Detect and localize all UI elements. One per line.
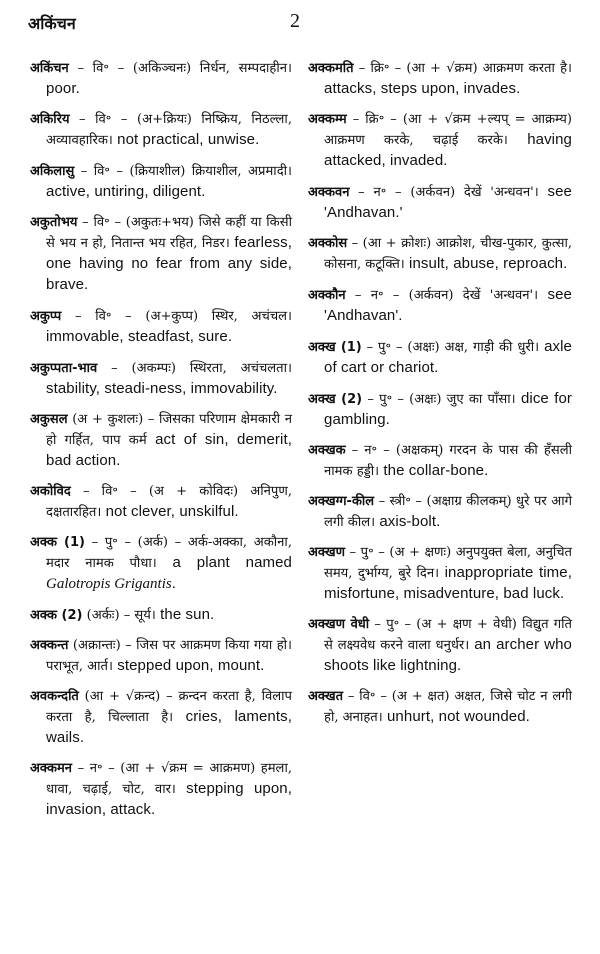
entry-english: a plant named: [156, 554, 293, 571]
entry-definition: – वि॰ – (अकुतः+भय) जिसे कहीं या किसी से भय न हो, नितान्त भय रहित, निडर।: [46, 215, 292, 251]
dictionary-entry: [30, 605, 292, 626]
dictionary-entry: [308, 687, 572, 728]
entry-english: stepping upon, invasion, attack.: [46, 780, 292, 818]
dictionary-entry: [30, 213, 292, 296]
entry-definition: (अर्कः) – सूर्य।: [82, 608, 156, 623]
entry-definition: – वि॰ – (अ+कुप्प) स्थिर, अचंचल।: [61, 309, 292, 324]
entry-english: cries, laments, wails.: [46, 708, 292, 746]
dictionary-entry: [30, 687, 292, 749]
entry-definition: – वि॰ – (अ+क्रियः) निष्क्रिय, निठल्ला, अव्यावहारिक।: [46, 112, 292, 148]
entry-english: not practical, unwise.: [112, 131, 260, 148]
entry-english: axis-bolt.: [375, 513, 441, 530]
dictionary-entry: [308, 389, 572, 431]
dictionary-entry: [308, 182, 572, 224]
dictionary-entry: [30, 58, 292, 100]
entry-definition: – वि॰ – (अकिञ्चनः) निर्धन, सम्पदाहीन।: [68, 61, 292, 76]
entry-headword: अवकन्दति: [30, 689, 79, 704]
entry-headword: अक्खण: [308, 545, 345, 560]
dictionary-entry: [308, 337, 572, 379]
dictionary-entry: [30, 306, 292, 348]
entry-english: attacks, steps upon, invades.: [324, 80, 521, 97]
entry-definition: – पु॰ – (अक्षः) अक्ष, गाड़ी की धुरी।: [361, 340, 540, 355]
entry-definition: – पु॰ – (अक्षः) जुए का पाँसा।: [362, 392, 516, 407]
entry-headword: अक्कमन: [30, 761, 72, 776]
dictionary-entry: [30, 161, 292, 203]
entry-headword: अकुतोभय: [30, 215, 78, 230]
dictionary-entry: [30, 636, 292, 677]
entry-definition: – न॰ – (अक्षकम्) गरदन के पास की हँसली नामक हड्डी।: [324, 443, 572, 479]
entry-definition: – न॰ – (अर्कवन) देखें 'अन्धवन'।: [349, 185, 539, 200]
entry-definition: – स्त्री॰ – (अक्षाग्र कीलकम्) धुरे पर आगे लगी कील।: [324, 494, 572, 530]
entry-english: act of sin, demerit, bad action.: [46, 431, 292, 469]
left-column: [30, 58, 292, 831]
dictionary-entry: [30, 358, 292, 400]
entry-headword: अक्कोस: [308, 236, 348, 251]
entry-headword: अक्खक: [308, 443, 346, 458]
entry-english: the sun.: [155, 606, 215, 623]
right-column: [308, 58, 572, 738]
dictionary-entry: [30, 759, 292, 821]
entry-english: see 'Andhavan'.: [324, 286, 572, 324]
entry-headword: अकोविद: [30, 484, 71, 499]
dictionary-entry: [308, 285, 572, 327]
entry-english: see 'Andhavan.': [324, 183, 572, 221]
entry-english: not clever, unskilful.: [101, 503, 239, 520]
entry-headword: अकुप्पता-भाव: [30, 361, 98, 376]
page-header: [28, 12, 572, 38]
running-head: अकिंचन: [28, 14, 76, 33]
entry-scientific-name: Galotropis Grigantis: [46, 576, 172, 592]
entry-definition: – पु॰ – (अ + क्षण + वेधी) विद्युत गति से लक्ष्यवेध करने वाला धनुर्धर।: [324, 617, 572, 653]
entry-definition: (अक्रान्तः) – जिस पर आक्रमण किया गया हो। पराभूत, आर्त।: [46, 638, 292, 674]
entry-headword: अक्खण वेधी: [308, 617, 370, 632]
entry-english: the collar-bone.: [379, 462, 489, 479]
entry-headword: अक्कन्त: [30, 638, 69, 653]
dictionary-entry: [30, 482, 292, 523]
entry-headword: अकिलासु: [30, 164, 75, 179]
entry-definition: – पु॰ – (अर्क) – अर्क-अक्का, अकौना, मदार नामक पौधा।: [46, 535, 292, 571]
entry-english-tail: .: [171, 575, 176, 592]
dictionary-entry: [308, 58, 572, 100]
entry-headword: अक्ख (1): [308, 340, 362, 355]
dictionary-entry: [30, 110, 292, 151]
entry-definition: (आ + √क्रन्द) – क्रन्दन करता है, विलाप करता है, चिल्लाता है।: [46, 689, 292, 725]
entry-english: immovable, steadfast, sure.: [46, 328, 233, 345]
entry-definition: – न॰ – (आ + √क्रम = आक्रमण) हमला, धावा, चढ़ाई, चोट, वार।: [46, 761, 292, 797]
entry-english: inappropriate time, misfortune, misadventure, bad luck.: [324, 564, 572, 602]
entry-definition: – (अकम्पः) स्थिरता, अचंचलता।: [97, 361, 292, 376]
entry-headword: अक्कवन: [308, 185, 350, 200]
dictionary-entry: [30, 533, 292, 595]
entry-headword: अक्कम्म: [308, 112, 347, 127]
dictionary-entry: [308, 441, 572, 482]
entry-english: poor.: [46, 80, 80, 97]
entry-headword: अक्कौन: [308, 288, 346, 303]
entry-definition: – वि॰ – (अ + क्षत) अक्षत, जिसे चोट न लगी हो, अनाहत।: [324, 689, 572, 725]
entry-headword: अक्क (2): [30, 608, 83, 623]
dictionary-entry: [308, 234, 572, 275]
entry-definition: – वि॰ – (अ + कोविदः) अनिपुण, दक्षतारहित।: [46, 484, 292, 520]
entry-definition: – क्रि॰ – (आ + √क्रम) आक्रमण करता है।: [353, 61, 572, 76]
entry-headword: अकिरिय: [30, 112, 70, 127]
dictionary-entry: [308, 492, 572, 533]
entry-definition: – (आ + क्रोशः) आक्रोश, चीख-पुकार, कुत्सा, कोसना, कटूक्ति।: [324, 236, 572, 272]
entry-english: active, untiring, diligent.: [46, 183, 206, 200]
entry-definition: – पु॰ – (अ + क्षणः) अनुपयुक्त बेला, अनुचित समय, दुर्भाग्य, बुरे दिन।: [324, 545, 572, 581]
entry-english: dice for gambling.: [324, 390, 573, 428]
dictionary-entry: [308, 615, 572, 677]
dictionary-entry: [30, 410, 292, 472]
entry-english: fearless, one having no fear from any side, brave.: [46, 234, 292, 293]
entry-headword: अक्खग्ग-कील: [308, 494, 375, 509]
entry-definition: (अ + कुशलः) – जिसका परिणाम क्षेमकारी न हो गर्हित, पाप कर्म: [46, 412, 292, 448]
entry-headword: अकिंचन: [30, 61, 69, 76]
entry-headword: अक्खत: [308, 689, 343, 704]
entry-headword: अकुसल: [30, 412, 68, 427]
entry-english: an archer who shoots like lightning.: [324, 636, 572, 674]
entry-english: having attacked, invaded.: [324, 131, 572, 169]
entry-english: axle of cart or chariot.: [324, 338, 572, 376]
entry-headword: अक्कमति: [308, 61, 354, 76]
dictionary-entry: [308, 110, 572, 172]
entry-headword: अकुप्प: [30, 309, 62, 324]
entry-english: insult, abuse, reproach.: [404, 255, 568, 272]
entry-english: stepped upon, mount.: [112, 657, 265, 674]
entry-definition: – क्रि॰ – (आ + √क्रम +ल्यप् = आक्रम्य) आक्रमण करके, चढ़ाई करके।: [324, 112, 572, 148]
page-number: 2: [290, 10, 300, 32]
dictionary-entry: [308, 543, 572, 605]
entry-definition: – वि॰ – (क्रियाशील) क्रियाशील, अप्रमादी।: [74, 164, 292, 179]
entry-headword: अक्ख (2): [308, 392, 363, 407]
entry-headword: अक्क (1): [30, 535, 85, 550]
entry-english: stability, steadi-ness, immovability.: [46, 380, 278, 397]
entry-definition: – न॰ – (अर्कवन) देखें 'अन्धवन'।: [345, 288, 539, 303]
entry-english: unhurt, not wounded.: [382, 708, 530, 725]
